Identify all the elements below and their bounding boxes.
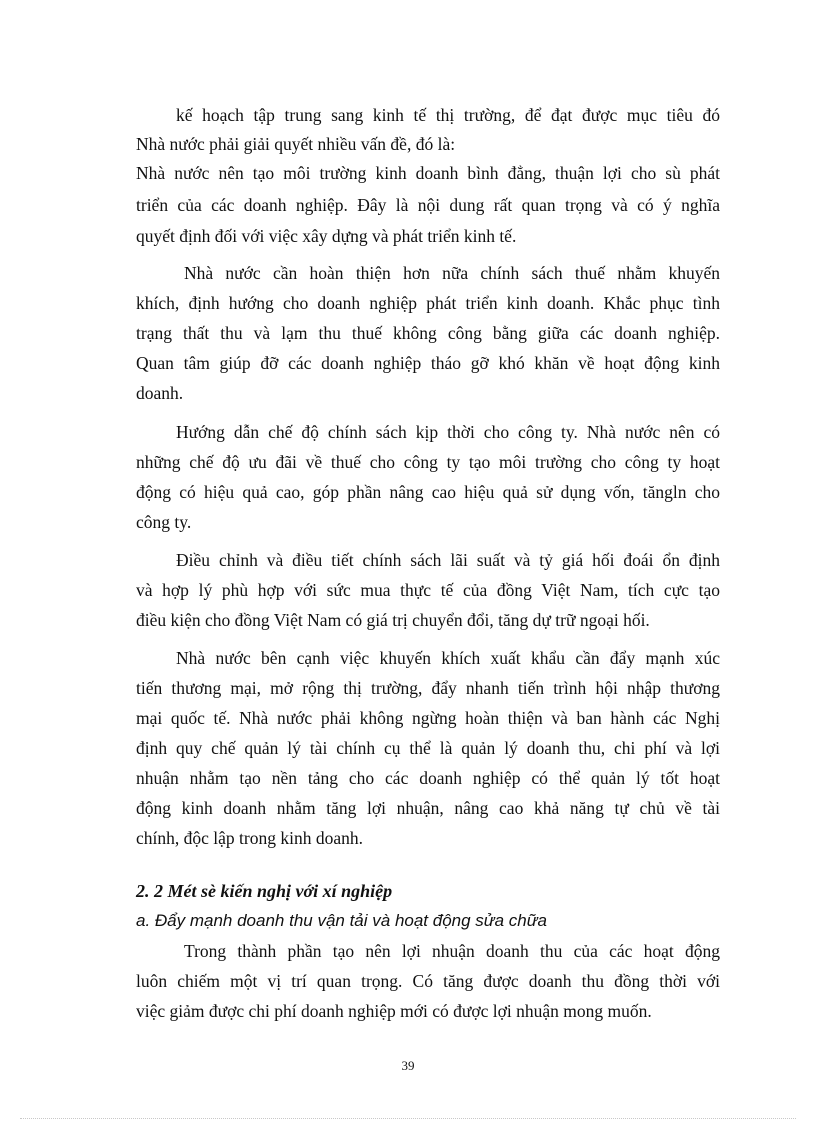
text-line: Điều chỉnh và điều tiết chính sách lãi suất và tỷ giá hối đoái ổn định	[176, 550, 720, 570]
page-number: 39	[401, 1058, 415, 1073]
text-line: doanh.	[136, 383, 184, 403]
text-line: công ty.	[136, 512, 192, 532]
section-heading: 2. 2 Mét sè kiến nghị với xí nghiệp	[136, 881, 393, 901]
text-line: Nhà nước phải giải quyết nhiều vấn đề, đó là:	[136, 134, 456, 154]
text-line: Trong thành phần tạo nên lợi nhuận doanh thu của các hoạt động	[184, 941, 720, 961]
text-line: trạng thất thu và lạm thu thuế không công bằng giữa các doanh nghiệp.	[136, 323, 720, 343]
text-line: và hợp lý phù hợp với sức mua thực tế của đồng Việt Nam, tích cực tạo	[136, 580, 720, 600]
subsection-heading: a. Đẩy mạnh doanh thu vận tải và hoạt động sửa chữa	[136, 911, 547, 930]
text-line: quyết định đối với việc xây dựng và phát triển kinh tế.	[136, 226, 517, 246]
text-line: tiến thương mại, mở rộng thị trường, đẩy nhanh tiến trình hội nhập thương	[136, 678, 720, 698]
text-line: triển của các doanh nghiệp. Đây là nội dung rất quan trọng và có ý nghĩa	[136, 195, 720, 215]
text-line: Nhà nước bên cạnh việc khuyến khích xuất khẩu cần đẩy mạnh xúc	[176, 648, 720, 668]
text-line: động có hiệu quả cao, góp phần nâng cao hiệu quả sử dụng vốn, tăngln cho	[136, 482, 720, 502]
text-line: luôn chiếm một vị trí quan trọng. Có tăng được doanh thu đồng thời với	[136, 971, 720, 991]
text-line: động kinh doanh nhằm tăng lợi nhuận, nâng cao khả năng tự chủ về tài	[136, 798, 720, 818]
text-line: định quy chế quản lý tài chính cụ thể là quản lý doanh thu, chi phí và lợi	[136, 738, 720, 758]
page-bottom-divider	[20, 1118, 796, 1119]
text-line: Nhà nước nên tạo môi trường kinh doanh bình đẳng, thuận lợi cho sù phát	[136, 163, 720, 183]
text-line: Nhà nước cần hoàn thiện hơn nữa chính sách thuế nhằm khuyến	[184, 263, 720, 283]
text-line: những chế độ ưu đãi về thuế cho công ty tạo môi trường cho công ty hoạt	[136, 452, 720, 472]
text-line: khích, định hướng cho doanh nghiệp phát triển kinh doanh. Khắc phục tình	[136, 293, 720, 313]
text-line: việc giảm được chi phí doanh nghiệp mới có được lợi nhuận mong muốn.	[136, 1001, 652, 1021]
text-line: Hướng dẫn chế độ chính sách kịp thời cho công ty. Nhà nước nên có	[176, 422, 720, 442]
text-line: chính, độc lập trong kinh doanh.	[136, 828, 363, 848]
text-line: Quan tâm giúp đỡ các doanh nghiệp tháo gỡ khó khăn về hoạt động kinh	[136, 353, 720, 373]
text-line: điều kiện cho đồng Việt Nam có giá trị chuyển đổi, tăng dự trữ ngoại hối.	[136, 610, 650, 630]
text-line: mại quốc tế. Nhà nước phải không ngừng hoàn thiện và ban hành các Nghị	[136, 708, 720, 728]
text-line: kế hoạch tập trung sang kinh tế thị trường, để đạt được mục tiêu đó	[176, 105, 720, 125]
text-line: nhuận nhằm tạo nền tảng cho các doanh nghiệp có thể quản lý tốt hoạt	[136, 768, 720, 788]
